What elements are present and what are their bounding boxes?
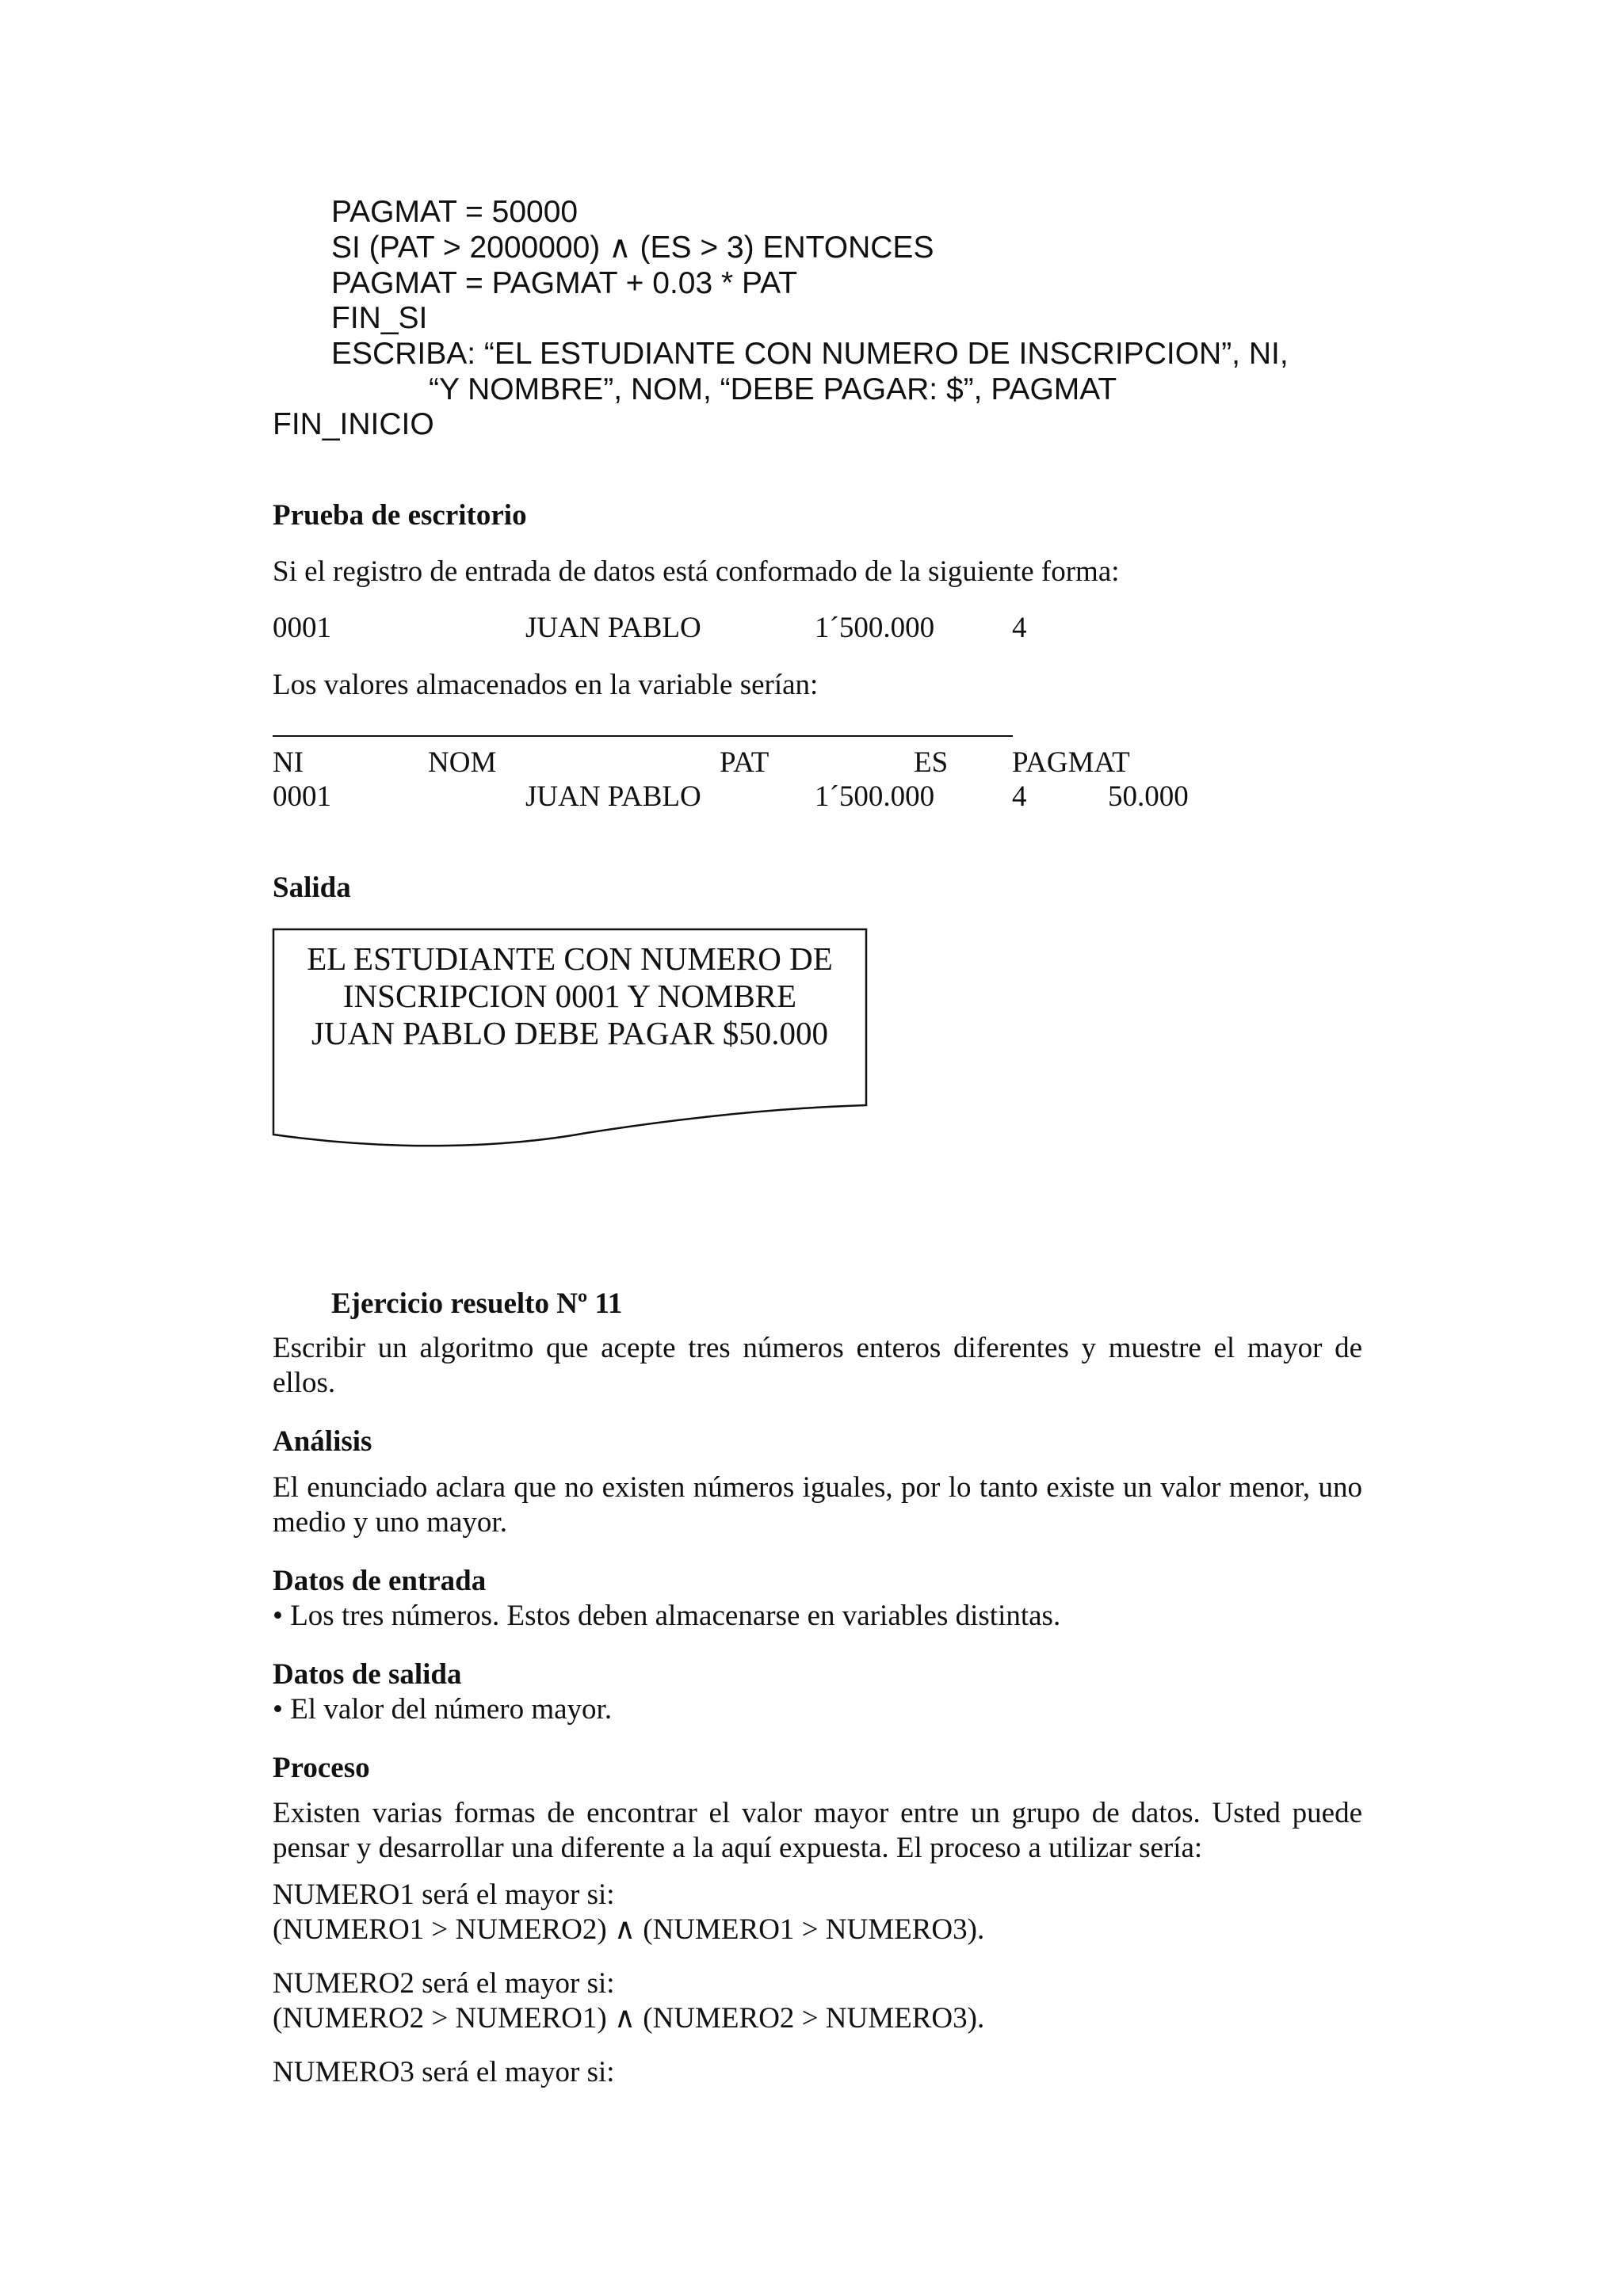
numero2-condition: (NUMERO2 > NUMERO1) ∧ (NUMERO2 > NUMERO3).	[273, 2002, 985, 2035]
salida-datos-item: • El valor del número mayor.	[273, 1693, 613, 1726]
code-line-2: SI (PAT > 2000000) ∧ (ES > 3) ENTONCES	[331, 231, 934, 265]
record-pat: 1´500.000	[815, 612, 935, 644]
numero1-condition: (NUMERO1 > NUMERO2) ∧ (NUMERO1 > NUMERO3).	[273, 1913, 985, 1946]
table-cell-ni: 0001	[273, 780, 331, 813]
exercise-title: Ejercicio resuelto Nº 11	[331, 1287, 623, 1320]
proceso-text: Existen varias formas de encontrar el valor mayor entre un grupo de datos. Usted puede pensar y desarrollar una diferente a la aquí expuesta. El proceso a utilizar sería:	[273, 1797, 1362, 1864]
table-header-nom: NOM	[428, 746, 497, 779]
salida-datos-heading: Datos de salida	[273, 1658, 462, 1691]
exercise-statement: Escribir un algoritmo que acepte tres números enteros diferentes y muestre el mayor de ellos.	[273, 1332, 1362, 1399]
numero2-label: NUMERO2 será el mayor si:	[273, 1967, 615, 2000]
code-line-5: ESCRIBA: “EL ESTUDIANTE CON NUMERO DE INSCRIPCION”, NI,	[331, 337, 1289, 371]
record-es: 4	[1012, 612, 1027, 644]
output-line-2: INSCRIPCION 0001 Y NOMBRE	[342, 978, 797, 1014]
analisis-text: El enunciado aclara que no existen números iguales, por lo tanto existe un valor menor, uno medio y uno mayor.	[273, 1471, 1362, 1539]
table-header-pagmat: PAGMAT	[1012, 746, 1130, 779]
entrada-heading: Datos de entrada	[273, 1565, 487, 1597]
proceso-heading: Proceso	[273, 1752, 370, 1784]
analisis-heading: Análisis	[273, 1425, 372, 1458]
output-line-1: EL ESTUDIANTE CON NUMERO DE	[307, 940, 833, 977]
entrada-item: • Los tres números. Estos deben almacenarse en variables distintas.	[273, 1600, 1061, 1632]
prueba-intro: Si el registro de entrada de datos está conformado de la siguiente forma:	[273, 555, 1120, 588]
table-header-ni: NI	[273, 746, 304, 779]
code-line-4: FIN_SI	[331, 301, 428, 335]
table-cell-nom: JUAN PABLO	[525, 780, 701, 813]
code-line-6: “Y NOMBRE”, NOM, “DEBE PAGAR: $”, PAGMAT	[429, 372, 1117, 406]
numero3-label: NUMERO3 será el mayor si:	[273, 2056, 615, 2088]
values-intro: Los valores almacenados en la variable serían:	[273, 669, 819, 701]
numero1-label: NUMERO1 será el mayor si:	[273, 1878, 615, 1911]
table-cell-es: 4	[1012, 780, 1027, 813]
table-cell-pat: 1´500.000	[815, 780, 935, 813]
table-header-es: ES	[914, 746, 949, 779]
salida-heading: Salida	[273, 871, 351, 904]
table-cell-pagmat: 50.000	[1108, 780, 1189, 813]
table-header-pat: PAT	[720, 746, 769, 779]
code-line-3: PAGMAT = PAGMAT + 0.03 * PAT	[331, 266, 798, 300]
record-nom: JUAN PABLO	[525, 612, 701, 644]
code-line-1: PAGMAT = 50000	[331, 195, 579, 229]
output-line-3: JUAN PABLO DEBE PAGAR $50.000	[311, 1015, 828, 1051]
code-line-7: FIN_INICIO	[273, 407, 434, 441]
record-ni: 0001	[273, 612, 331, 644]
prueba-heading: Prueba de escritorio	[273, 499, 527, 532]
